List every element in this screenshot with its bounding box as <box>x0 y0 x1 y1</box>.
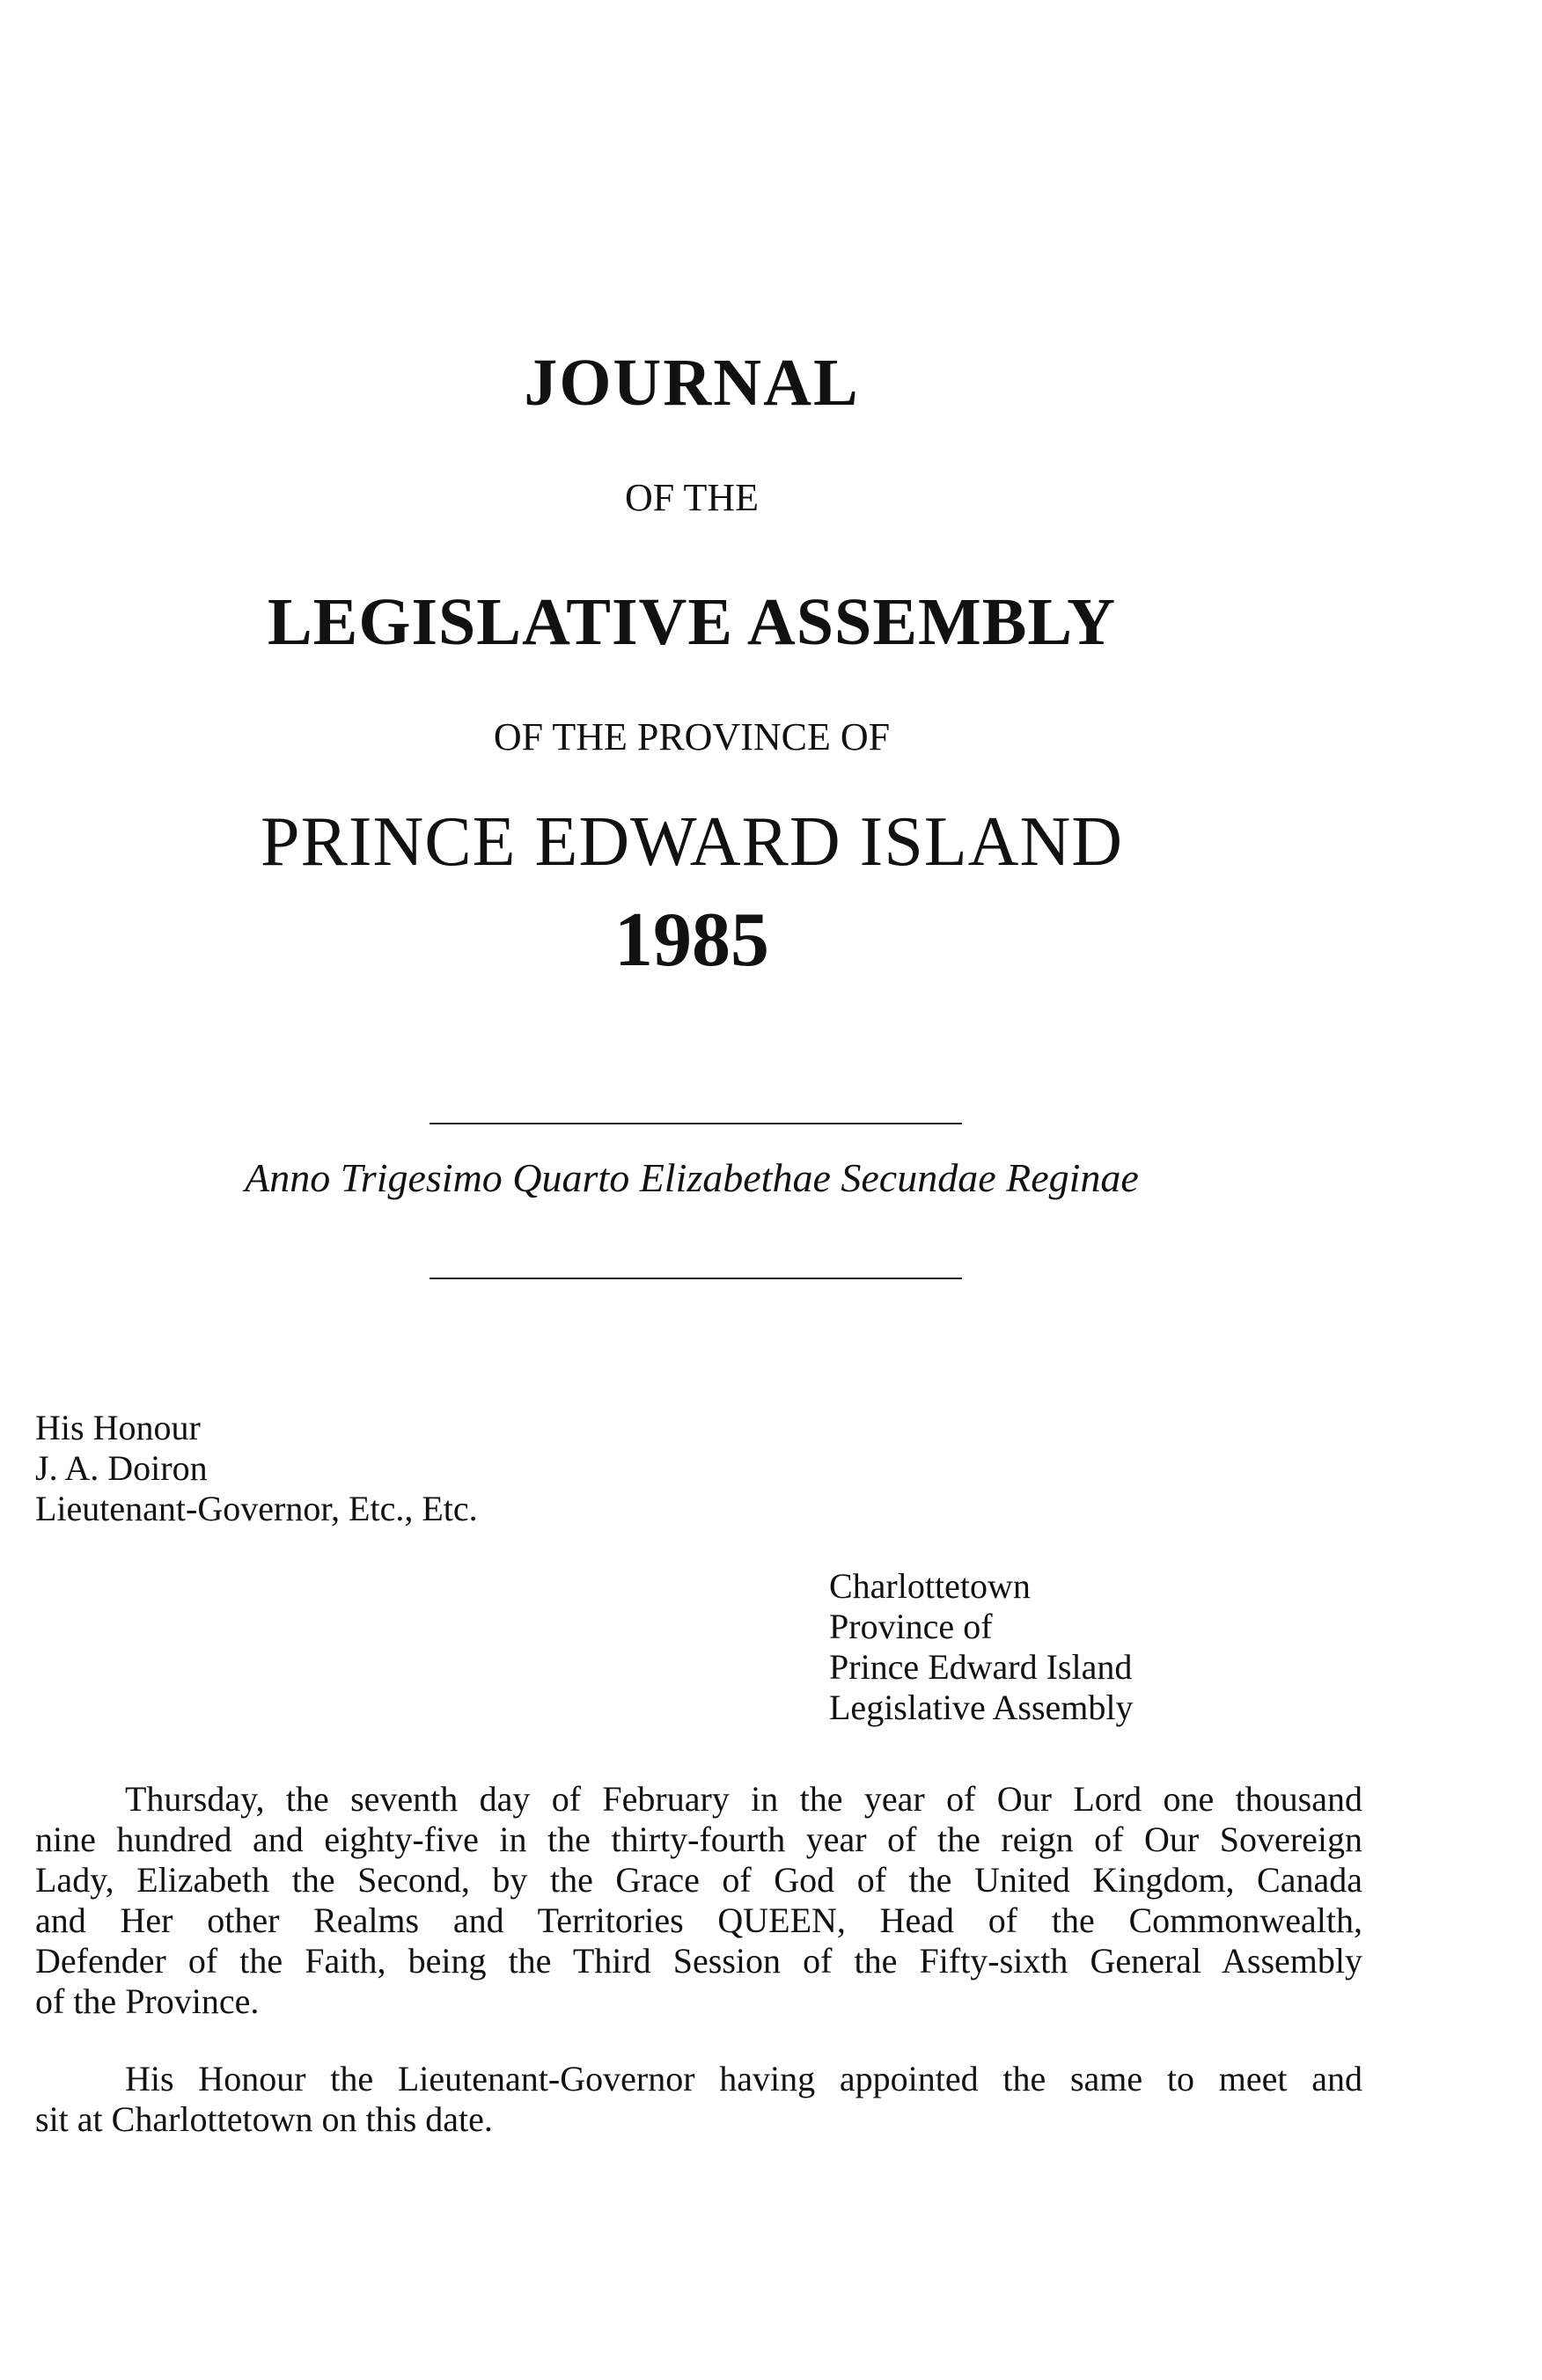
latin-regnal-year: Anno Trigesimo Quarto Elizabethae Secundae Reginae <box>245 1155 1139 1200</box>
opening-paragraph-line: nine hundred and eighty-five in the thirty-fourth year of the reign of Our Sovereign <box>35 1820 1362 1859</box>
opening-paragraph-line: Defender of the Faith, being the Third Session of the Fifty-sixth General Assembly <box>35 1941 1362 1981</box>
addressee-name: J. A. Doiron <box>35 1448 208 1488</box>
addressee-title: His Honour <box>35 1408 201 1447</box>
legislative-assembly-heading: LEGISLATIVE ASSEMBLY <box>267 585 1117 659</box>
of-the-subheading: OF THE <box>625 476 759 519</box>
opening-paragraph-line: Thursday, the seventh day of February in the year of Our Lord one thousand <box>125 1779 1362 1819</box>
opening-paragraph-line: Lady, Elizabeth the Second, by the Grace of God of the United Kingdom, Canada <box>35 1860 1362 1900</box>
journal-heading: JOURNAL <box>524 346 860 420</box>
of-the-province-of-subheading: OF THE PROVINCE OF <box>493 715 891 758</box>
opening-paragraph-line: of the Province. <box>35 1981 260 2021</box>
province-name-heading: PRINCE EDWARD ISLAND <box>261 803 1123 881</box>
addressee-block <box>35 1408 478 1529</box>
place-city: Charlottetown <box>829 1566 1031 1606</box>
place-assembly: Legislative Assembly <box>829 1688 1134 1727</box>
appointment-paragraph <box>35 2059 1362 2140</box>
top-divider-rule <box>430 1123 962 1124</box>
opening-paragraph <box>35 1779 1362 2022</box>
place-province-of: Province of <box>829 1607 993 1646</box>
bottom-divider-rule <box>430 1278 962 1279</box>
addressee-office: Lieutenant-Governor, Etc., Etc. <box>35 1489 478 1528</box>
appointment-paragraph-line: sit at Charlottetown on this date. <box>35 2099 493 2139</box>
place-block <box>829 1566 1134 1728</box>
opening-paragraph-line: and Her other Realms and Territories QUEEN, Head of the Commonwealth, <box>35 1900 1362 1940</box>
appointment-paragraph-line: His Honour the Lieutenant-Governor having appointed the same to meet and <box>125 2059 1362 2098</box>
year-heading: 1985 <box>614 897 769 983</box>
place-province-name: Prince Edward Island <box>829 1647 1133 1687</box>
